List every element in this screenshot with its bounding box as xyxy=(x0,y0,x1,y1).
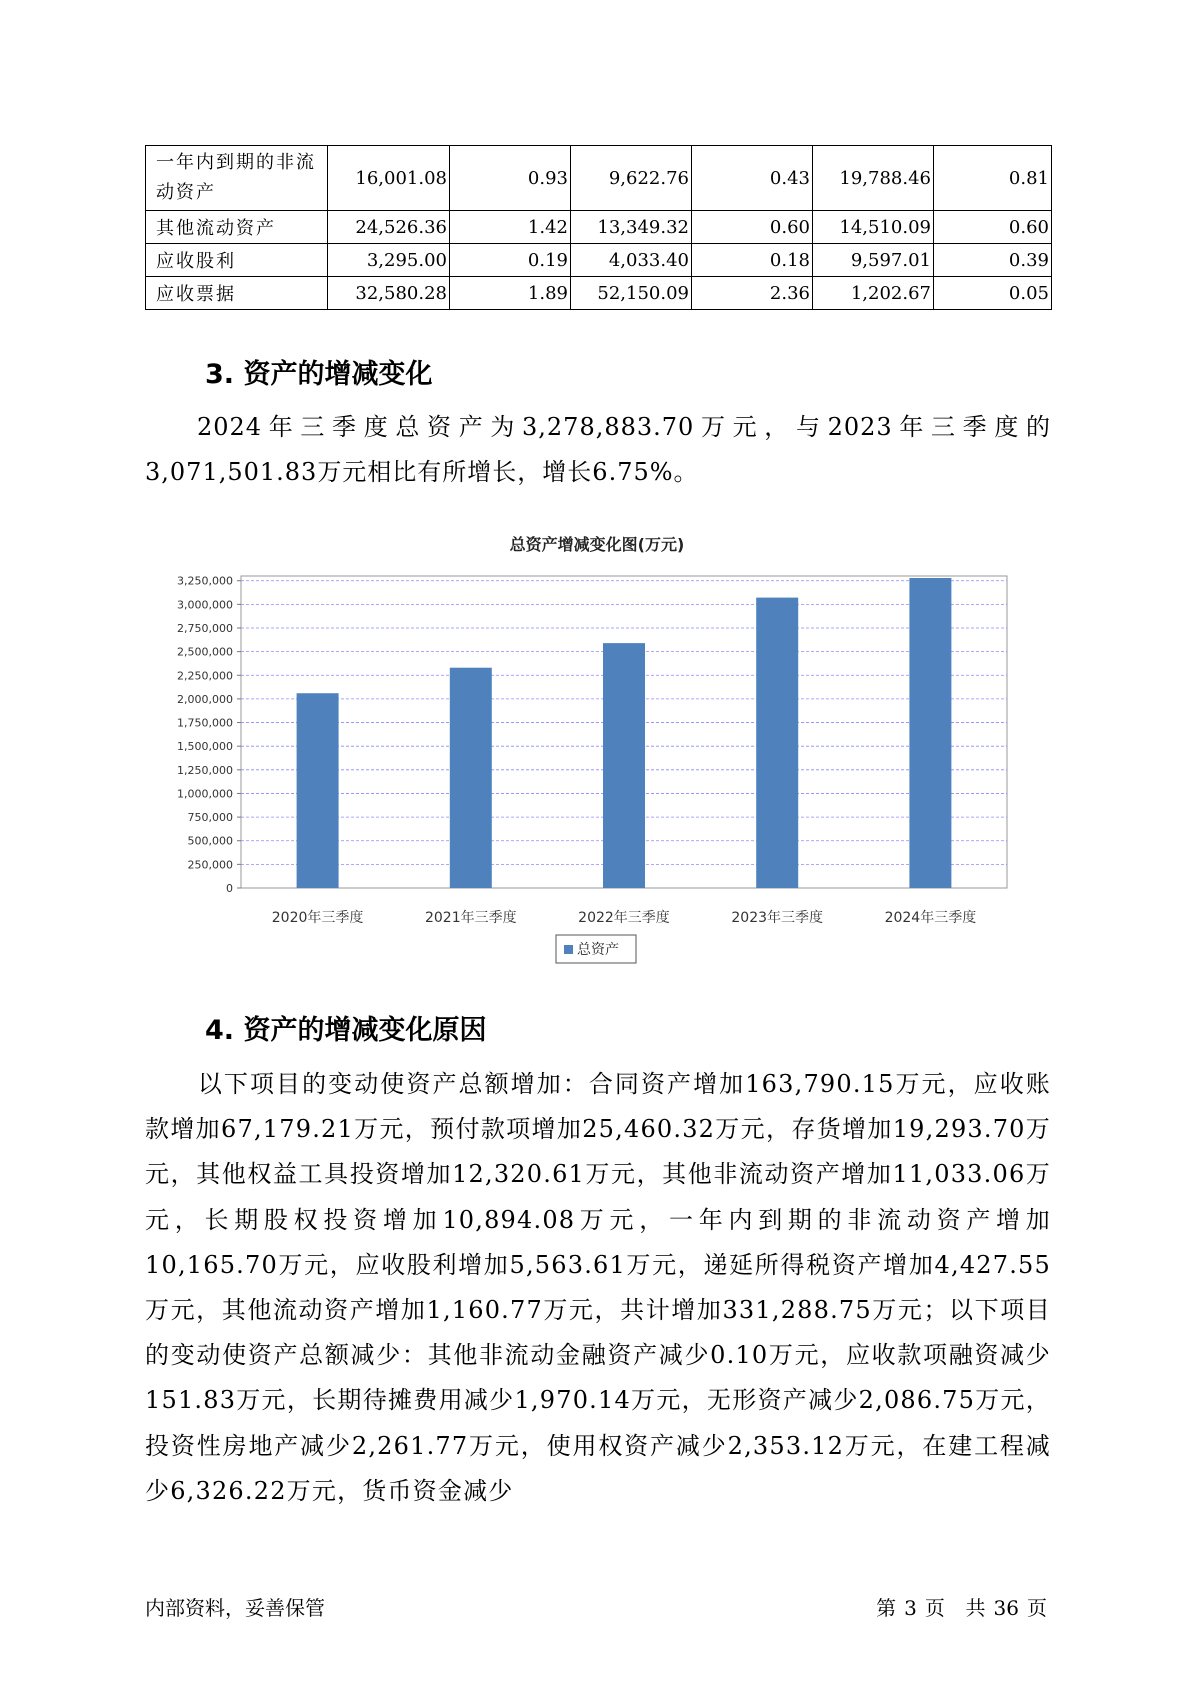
table-cell-name: 一年内到期的非流动资产 xyxy=(146,146,328,211)
x-tick-label: 2023年三季度 xyxy=(731,910,824,926)
table-row xyxy=(146,211,1052,244)
x-tick-label: 2021年三季度 xyxy=(424,910,517,926)
y-tick-label: 2,750,000 xyxy=(177,622,233,635)
bar xyxy=(603,643,645,888)
legend-swatch xyxy=(564,945,573,954)
table-cell: 0.81 xyxy=(934,146,1052,211)
chart-title: 总资产增减变化图(万元) xyxy=(509,535,685,554)
y-tick-label: 2,500,000 xyxy=(177,645,233,659)
page-unit: 页 xyxy=(924,1596,945,1620)
y-axis xyxy=(177,575,241,895)
paragraph-text: 2024年三季度总资产为3,278,883.70万元，与2023年三季度的3,071,501.83万元相比有所增长，增长6.75%。 xyxy=(145,413,1051,486)
table-cell: 52,150.09 xyxy=(571,277,692,310)
section-paragraph xyxy=(145,405,1051,495)
page-label: 第 xyxy=(876,1596,897,1620)
paragraph-text: 以下项目的变动使资产总额增加：合同资产增加163,790.15万元，应收账款增加67,179.21万元，预付款项增加25,460.32万元，存货增加19,293.70万元，其他权益工具投资增加12,320.61万元，其他非流动资产增加11,033.06万元，长期股权投资增加10,894.08万元，一年内到期的非流动资产增加10,165.70万元，应收股利增加5,563.61万元，递延所得税资产增加4,427.55万元，其他流动资产增加1,160.77万元，共计增加331,288.75万元；以下项目的变动使资产总额减少：其他非流动金融资产减少0.10万元，应收款项融资减少151.83万元，长期待摊费用减少1,970.14万元，无形资产减少2,086.75万元，投资性房地产减少2,261.77万元，使用权资产减少2,353.12万元，在建工程减少6,326.22万元，货币资金减少 xyxy=(145,1070,1051,1505)
table-cell: 9,597.01 xyxy=(813,244,934,277)
x-tick-label: 2020年三季度 xyxy=(271,910,364,926)
table-cell: 0.18 xyxy=(692,244,813,277)
y-tick-label: 1,500,000 xyxy=(177,740,233,754)
table-cell: 13,349.32 xyxy=(571,211,692,244)
bar xyxy=(450,668,492,888)
bar xyxy=(909,578,951,888)
y-tick-label: 2,000,000 xyxy=(177,692,233,706)
x-tick-label: 2022年三季度 xyxy=(578,910,670,926)
table-cell: 3,295.00 xyxy=(328,244,450,277)
y-tick-label: 3,000,000 xyxy=(177,598,233,612)
table-cell: 0.60 xyxy=(692,211,813,244)
total-unit: 页 xyxy=(1027,1596,1047,1620)
x-axis xyxy=(272,909,976,926)
table-cell: 1.42 xyxy=(450,211,571,244)
footer-confidential-note: 内部资料，妥善保管 xyxy=(145,1596,325,1620)
table-cell: 0.93 xyxy=(450,146,571,211)
total-assets-chart xyxy=(145,520,1035,980)
y-tick-label: 1,250,000 xyxy=(177,763,233,777)
page-current: 3 xyxy=(904,1596,917,1620)
section-heading: 3. 资产的增减变化 xyxy=(205,359,433,390)
table-cell-name: 应收票据 xyxy=(146,277,328,310)
table-cell: 0.05 xyxy=(934,277,1052,310)
page-total: 36 xyxy=(993,1596,1019,1620)
table-cell-name: 应收股利 xyxy=(146,244,328,277)
table-cell: 2.36 xyxy=(692,277,813,310)
table-cell: 0.43 xyxy=(692,146,813,211)
chart-legend xyxy=(556,935,636,963)
table-cell: 14,510.09 xyxy=(813,211,934,244)
table-cell: 19,788.46 xyxy=(813,146,934,211)
table-cell-name: 其他流动资产 xyxy=(146,211,328,244)
table-cell: 0.39 xyxy=(934,244,1052,277)
table-cell: 0.19 xyxy=(450,244,571,277)
table-cell: 0.60 xyxy=(934,211,1052,244)
table-row xyxy=(146,244,1052,277)
legend-label: 总资产 xyxy=(577,942,619,958)
y-tick-label: 750,000 xyxy=(187,811,233,825)
table-cell: 1.89 xyxy=(450,277,571,310)
table-cell: 4,033.40 xyxy=(571,244,692,277)
y-tick-label: 1,750,000 xyxy=(177,716,233,730)
table-cell: 9,622.76 xyxy=(571,146,692,211)
table-cell: 32,580.28 xyxy=(328,277,450,310)
table-cell: 24,526.36 xyxy=(328,211,450,244)
y-tick-label: 3,250,000 xyxy=(177,574,233,588)
bar xyxy=(756,598,798,888)
total-label: 共 xyxy=(965,1596,986,1620)
table-row xyxy=(146,146,1052,211)
table-row xyxy=(146,277,1052,310)
section-heading: 4. 资产的增减变化原因 xyxy=(205,1015,487,1046)
y-tick-label: 1,000,000 xyxy=(177,787,233,801)
bar xyxy=(297,693,339,888)
section-paragraph xyxy=(145,1062,1051,1514)
y-tick-label: 250,000 xyxy=(187,858,233,872)
page-number xyxy=(872,1592,1051,1621)
asset-table xyxy=(145,145,1052,310)
table-cell: 16,001.08 xyxy=(328,146,450,211)
y-tick-label: 0 xyxy=(226,882,233,895)
y-tick-label: 500,000 xyxy=(187,834,233,848)
table-cell: 1,202.67 xyxy=(813,277,934,310)
x-tick-label: 2024年三季度 xyxy=(884,910,977,926)
y-tick-label: 2,250,000 xyxy=(177,669,233,683)
